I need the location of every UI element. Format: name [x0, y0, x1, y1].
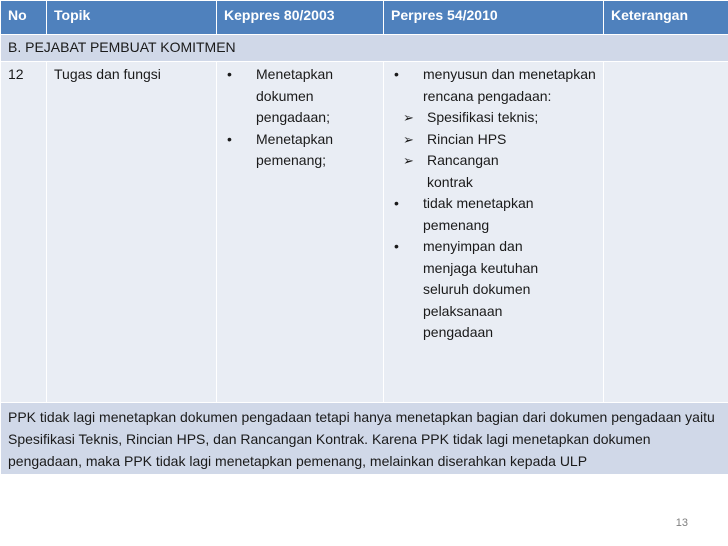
perpres-sublist — [391, 107, 597, 193]
table-row — [1, 62, 728, 403]
section-title: B. PEJABAT PEMBUAT KOMITMEN — [1, 35, 728, 62]
list-item — [391, 107, 597, 129]
perpres-item-text: menyimpan dan menjaga keutuhan seluruh dokumen pelaksanaan pengadaan — [423, 238, 539, 340]
row-perpres — [384, 62, 604, 403]
list-item — [391, 129, 597, 151]
arrow-bullet-icon: ➢ — [403, 110, 414, 125]
row-no: 12 — [1, 62, 47, 403]
header-topik: Topik — [47, 1, 217, 35]
header-keppres: Keppres 80/2003 — [217, 1, 384, 35]
list-item — [224, 129, 377, 172]
list-item — [391, 150, 597, 193]
bullet-icon: • — [394, 195, 399, 211]
perpres-item-text: tidak menetapkan pemenang — [423, 195, 534, 233]
keppres-item-text: Menetapkan dokumen pengadaan; — [256, 66, 334, 125]
bullet-icon: • — [394, 238, 399, 254]
perpres-sub-text: Rincian HPS — [427, 130, 507, 147]
row-keterangan — [604, 62, 728, 403]
bullet-icon: • — [227, 66, 232, 82]
keppres-item-text: Menetapkan pemenang; — [256, 130, 334, 168]
header-no: No — [1, 1, 47, 35]
header-perpres: Perpres 54/2010 — [384, 1, 604, 35]
header-keterangan: Keterangan — [604, 1, 728, 35]
arrow-bullet-icon: ➢ — [403, 131, 414, 147]
row-keppres — [217, 62, 384, 403]
perpres-item-text: menyusun dan menetapkan rencana pengadaan: — [423, 66, 596, 104]
bullet-icon: • — [227, 130, 232, 147]
perpres-sub-text: Rancangan kontrak — [427, 152, 499, 190]
perpres-sub-text: Spesifikasi teknis; — [427, 109, 539, 125]
list-item — [224, 64, 377, 129]
keppres-list — [224, 64, 377, 172]
arrow-bullet-icon: ➢ — [403, 153, 414, 168]
list-item — [391, 193, 597, 236]
row-topik: Tugas dan fungsi — [47, 62, 217, 403]
section-row — [1, 35, 728, 62]
list-item — [391, 64, 597, 193]
note-text: PPK tidak lagi menetapkan dokumen pengadaan tetapi hanya menetapkan bagian dari dokumen pengadaan yaitu Spesifikasi Teknis, Rincian HPS, dan Rancangan Kontrak. Karena PPK tidak lagi menetapkan dokumen pengadaan, maka PPK tidak lagi menetapkan pemenang, melainkan diserahkan kepada ULP — [1, 403, 728, 475]
note-row — [1, 403, 728, 475]
page-number: 13 — [675, 517, 688, 529]
bullet-icon: • — [394, 66, 399, 82]
header-row — [1, 1, 728, 35]
perpres-list — [391, 64, 597, 344]
list-item — [391, 236, 597, 344]
